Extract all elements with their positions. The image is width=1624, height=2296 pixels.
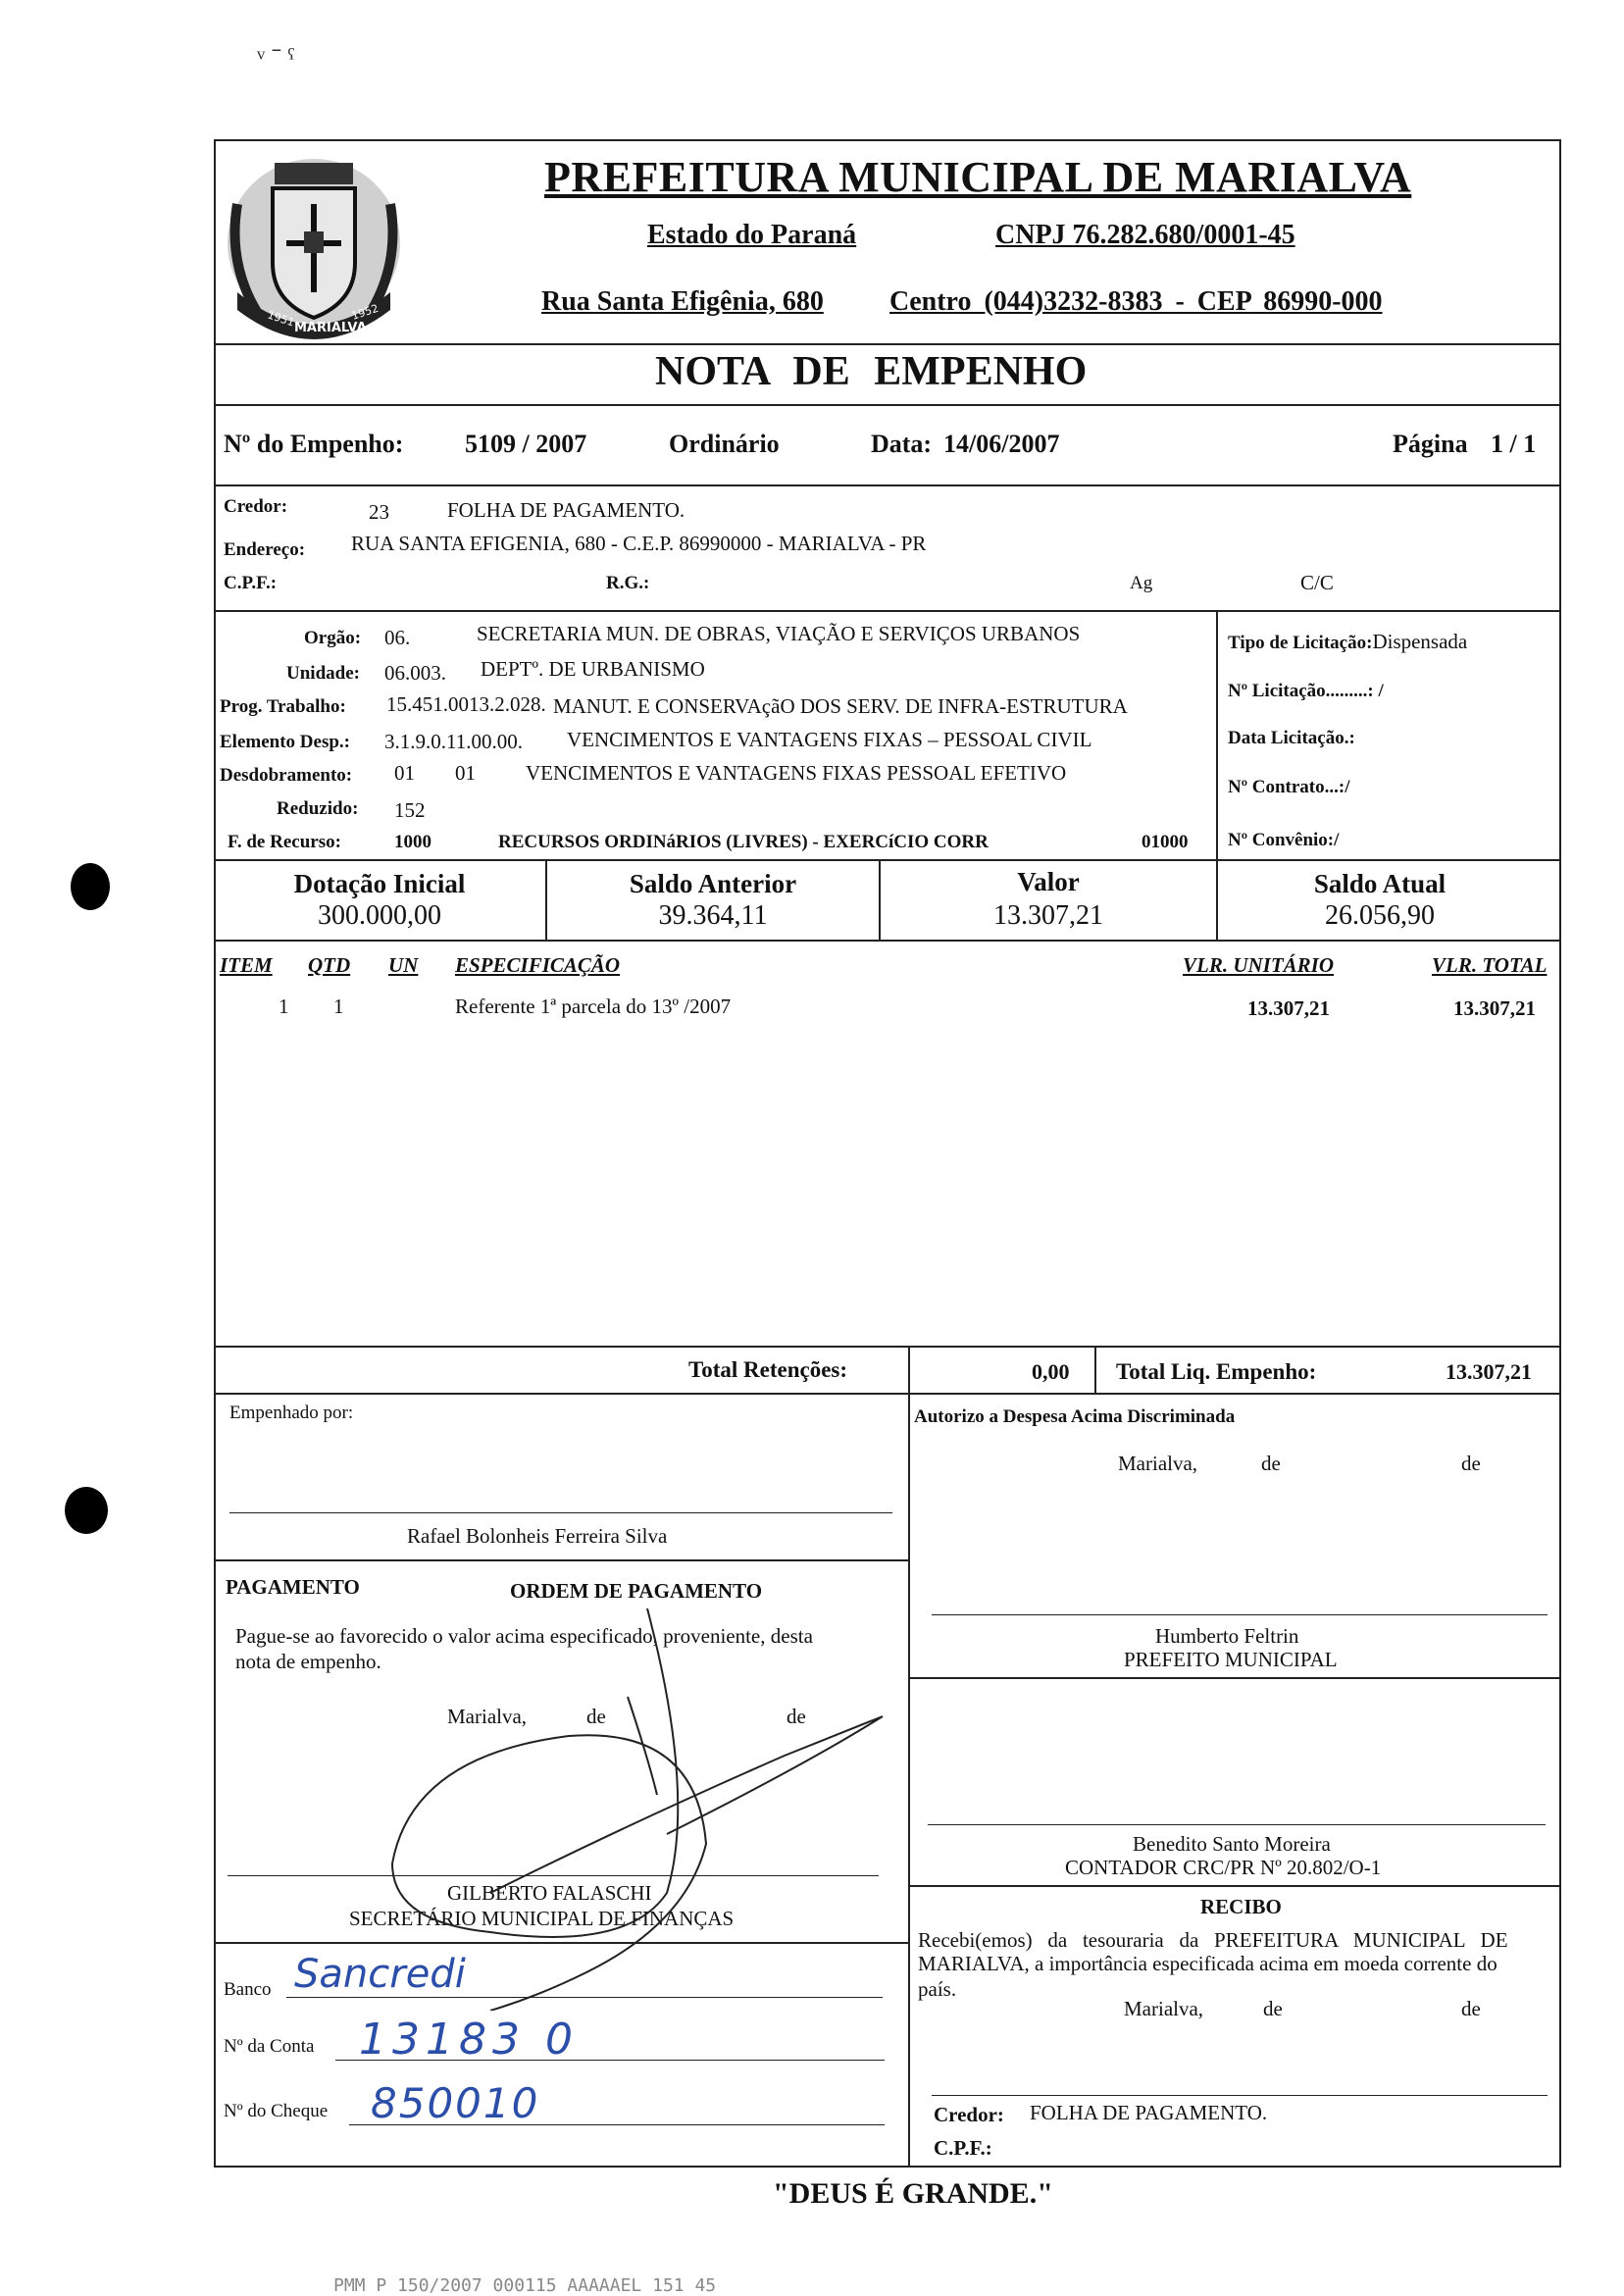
page-number: 1 / 1 — [1491, 430, 1537, 458]
prog-name: MANUT. E CONSERVAçãO DOS SERV. DE INFRA-ESTRUTURA — [553, 694, 1128, 718]
punch-hole-top — [71, 863, 110, 910]
autorizo-de1: de — [1261, 1452, 1281, 1475]
empenho-number: 5109 / 2007 — [465, 430, 587, 458]
desd-code1: 01 — [394, 761, 415, 785]
recibo-place: Marialva, — [1124, 1997, 1204, 2020]
footer-stamp: PMM P 150/2007 000115 AAAAAEL 151 45 — [333, 2275, 717, 2296]
recibo-line-2: MARIALVA, a importância especificada acima em moeda corrente do — [918, 1952, 1497, 1975]
cheque-value: 850010 — [371, 2079, 540, 2127]
col-header-qtd: QTD — [308, 953, 351, 977]
desd-name: VENCIMENTOS E VANTAGENS FIXAS PESSOAL EFETIVO — [526, 761, 1067, 785]
pagamento-text-2: nota de empenho. — [235, 1650, 381, 1673]
scan-mark: ᵛ ˉ ˤ — [257, 43, 295, 74]
col-header-vlr-unit: VLR. UNITÁRIO — [1183, 953, 1335, 977]
address: Rua Santa Efigênia, 680 — [541, 286, 824, 317]
cpf-label: C.P.F.: — [224, 573, 278, 593]
saldo-anterior-value: 39.364,11 — [658, 900, 768, 931]
prog-label: Prog. Trabalho: — [220, 696, 346, 717]
valor-value: 13.307,21 — [993, 900, 1103, 931]
secretario-name: GILBERTO FALASCHI — [447, 1881, 652, 1905]
col-header-vlr-total: VLR. TOTAL — [1432, 953, 1548, 977]
secretario-signature — [373, 1599, 902, 2011]
row-item: 1 — [279, 995, 289, 1018]
svg-text:1952: 1952 — [349, 301, 381, 323]
pagamento-de1: de — [586, 1705, 606, 1728]
row-vlr-total: 13.307,21 — [1453, 996, 1536, 1020]
secretario-role: SECRETÁRIO MUNICIPAL DE FINANÇAS — [349, 1907, 735, 1930]
pagamento-label: PAGAMENTO — [226, 1575, 360, 1599]
conta-value: 13183 0 — [359, 2015, 579, 2065]
autorizo-place: Marialva, — [1118, 1452, 1198, 1475]
punch-hole-bottom — [65, 1487, 108, 1534]
desd-code2: 01 — [455, 761, 476, 785]
saldo-atual-value: 26.056,90 — [1325, 900, 1435, 931]
banco-label: Banco — [224, 1979, 272, 2000]
recibo-de1: de — [1263, 1997, 1283, 2020]
recibo-cpf-label: C.P.F.: — [934, 2136, 992, 2160]
endereco: RUA SANTA EFIGENIA, 680 - C.E.P. 86990000 - MARIALVA - PR — [351, 532, 927, 555]
municipal-crest — [218, 145, 410, 339]
page-label: Página — [1393, 430, 1468, 458]
reduzido: 152 — [394, 798, 426, 822]
empenho-date: 14/06/2007 — [943, 430, 1060, 458]
col-header-item: ITEM — [220, 953, 273, 977]
document-title: NOTA DE EMPENHO — [655, 349, 1088, 394]
orgao-name: SECRETARIA MUN. DE OBRAS, VIAÇÃO E SERVIÇOS URBANOS — [477, 622, 1081, 645]
svg-text:MARIALVA: MARIALVA — [294, 321, 367, 335]
credor-name: FOLHA DE PAGAMENTO. — [447, 498, 685, 522]
recibo-line-3: país. — [918, 1977, 957, 2001]
row-qtd: 1 — [333, 995, 344, 1018]
liquido-value: 13.307,21 — [1446, 1359, 1532, 1384]
saldo-atual-label: Saldo Atual — [1313, 869, 1446, 898]
col-header-un: UN — [388, 953, 419, 977]
elem-code: 3.1.9.0.11.00.00. — [384, 730, 523, 753]
ordem-pagamento-label: ORDEM DE PAGAMENTO — [510, 1579, 763, 1603]
retencoes-label: Total Retenções: — [688, 1357, 848, 1382]
desd-label: Desdobramento: — [220, 765, 353, 786]
recurso-name: RECURSOS ORDINáRIOS (LIVRES) - EXERCíCIO CORR — [498, 832, 989, 852]
empenho-label: Nº do Empenho: — [224, 430, 404, 458]
rg-label: R.G.: — [606, 573, 650, 593]
autorizo-label: Autorizo a Despesa Acima Discriminada — [914, 1406, 1236, 1427]
credor-label: Credor: — [224, 496, 288, 517]
pagamento-de2: de — [787, 1705, 806, 1728]
autorizo-de2: de — [1461, 1452, 1481, 1475]
recibo-credor-label: Credor: — [934, 2103, 1004, 2126]
cheque-label: Nº do Cheque — [224, 2101, 329, 2121]
state: Estado do Paraná — [647, 220, 857, 250]
svg-text:1951: 1951 — [266, 308, 296, 330]
empenhado-label: Empenhado por: — [229, 1403, 354, 1423]
dotacao-value: 300.000,00 — [318, 900, 441, 931]
recibo-line-1: Recebi(emos) da tesouraria da PREFEITURA MUNICIPAL DE — [918, 1928, 1508, 1952]
numero-convenio: Nº Convênio:/ — [1228, 830, 1340, 850]
pagamento-text-1: Pague-se ao favorecido o valor acima especificado, proveniente, desta — [235, 1624, 813, 1648]
valor-label: Valor — [1017, 867, 1080, 896]
recurso-code2: 01000 — [1142, 832, 1189, 852]
tipo-licitacao: Dispensada — [1372, 630, 1468, 653]
unidade-code: 06.003. — [384, 661, 446, 685]
row-espec: Referente 1ª parcela do 13º /2007 — [455, 995, 732, 1018]
page-title: PREFEITURA MUNICIPAL DE MARIALVA — [544, 153, 1412, 201]
cc-label: C/C — [1300, 571, 1334, 594]
reduzido-label: Reduzido: — [277, 798, 359, 819]
ag-label: Ag — [1130, 573, 1153, 593]
liquido-label: Total Liq. Empenho: — [1116, 1359, 1317, 1384]
elem-label: Elemento Desp.: — [220, 732, 350, 752]
empenho-type: Ordinário — [669, 430, 780, 458]
footer-motto: "DEUS É GRANDE." — [773, 2177, 1053, 2210]
items-table — [214, 940, 1561, 1348]
unidade-label: Unidade: — [286, 663, 360, 684]
unidade-name: DEPTº. DE URBANISMO — [481, 657, 705, 681]
prefeito-role: PREFEITO MUNICIPAL — [1124, 1648, 1338, 1671]
recibo-credor: FOLHA DE PAGAMENTO. — [1030, 2101, 1268, 2124]
endereco-label: Endereço: — [224, 539, 306, 560]
totals-row — [214, 1346, 1561, 1395]
contact: Centro (044)3232-8383 - CEP 86990-000 — [889, 286, 1383, 317]
row-vlr-unit: 13.307,21 — [1247, 996, 1330, 1020]
credor-code: 23 — [369, 500, 389, 524]
saldo-anterior-label: Saldo Anterior — [629, 869, 797, 898]
numero-licitacao: Nº Licitação.........: / — [1228, 681, 1384, 701]
data-licitacao: Data Licitação.: — [1228, 728, 1355, 748]
dotacao-label: Dotação Inicial — [293, 869, 466, 898]
prefeito-name: Humberto Feltrin — [1155, 1624, 1299, 1648]
banco-value: Sancredi — [294, 1952, 466, 1997]
empenhado-name: Rafael Bolonheis Ferreira Silva — [407, 1524, 668, 1548]
orgao-label: Orgão: — [304, 628, 362, 648]
recibo-de2: de — [1461, 1997, 1481, 2020]
empenho-date-label: Data: — [871, 430, 933, 458]
cnpj: CNPJ 76.282.680/0001-45 — [995, 220, 1295, 250]
elem-name: VENCIMENTOS E VANTAGENS FIXAS – PESSOAL CIVIL — [567, 728, 1092, 751]
recurso-label: F. de Recurso: — [228, 832, 341, 852]
contador-name: Benedito Santo Moreira — [1133, 1832, 1331, 1856]
recurso-code: 1000 — [394, 832, 431, 852]
recibo-title: RECIBO — [1200, 1895, 1282, 1918]
orgao-code: 06. — [384, 626, 411, 649]
pagamento-place: Marialva, — [447, 1705, 528, 1728]
conta-label: Nº da Conta — [224, 2036, 315, 2057]
numero-contrato: Nº Contrato...:/ — [1228, 777, 1350, 797]
contador-role: CONTADOR CRC/PR Nº 20.802/O-1 — [1065, 1856, 1382, 1879]
col-header-espec: ESPECIFICAÇÃO — [455, 953, 621, 977]
tipo-licitacao-label: Tipo de Licitação:Dispensada — [1228, 630, 1468, 653]
retencoes-value: 0,00 — [1032, 1359, 1070, 1384]
prog-code: 15.451.0013.2.028. — [386, 692, 546, 716]
